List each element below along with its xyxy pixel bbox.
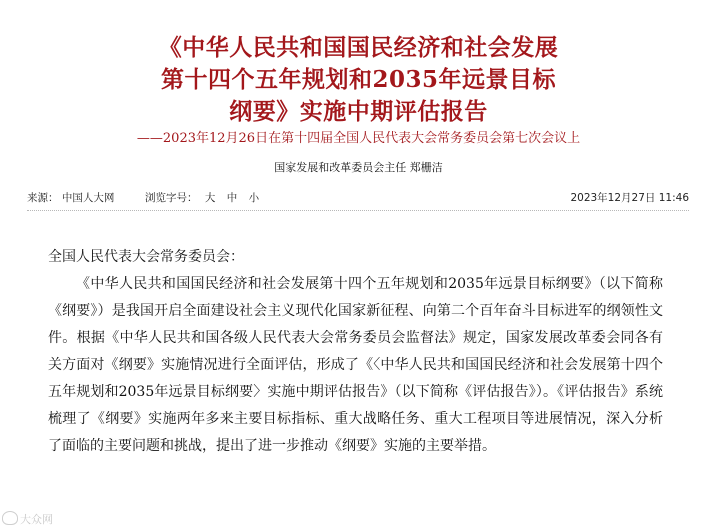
font-size-medium-button[interactable]: 中 [226, 192, 238, 204]
article-title [0, 32, 717, 128]
salutation: 全国人民代表大会常务委员会： [48, 249, 244, 265]
article-body [48, 244, 663, 460]
article-title-line-1: 《中华人民共和国国民经济和社会发展 [158, 34, 559, 61]
watermark [2, 511, 53, 527]
body-paragraph: 《中华人民共和国国民经济和社会发展第十四个五年规划和2035年远景目标纲要》（以下简称《纲要》）是我国开启全面建设社会主义现代化国家新征程、向第二个百年奋斗目标进军的纲领性文件。根据《中华人民共和国各级人民代表大会常务委员会监督法》规定，国家发展改革委会同各有关方面对《纲要》实施情况进行全面评估，形成了《〈中华人民共和国国民经济和社会发展第十四个五年规划和2035年远景目标纲要〉实施中期评估报告》（以下简称《评估报告》）。《评估报告》系统梳理了《纲要》实施两年多来主要目标指标、重大战略任务、重大工程项目等进展情况，深入分析了面临的主要问题和挑战，提出了进一步推动《纲要》实施的主要举措。 [48, 276, 663, 454]
source-value: 中国人大网 [61, 192, 115, 204]
watermark-logo-icon [2, 511, 18, 525]
meta-left [27, 190, 263, 206]
source-label: 来源： [27, 192, 59, 204]
publish-datetime: 2023年12月27日 11:46 [570, 192, 689, 204]
watermark-text: 大众网 [20, 513, 53, 526]
article-title-line-2: 第十四个五年规划和2035年远景目标 [160, 66, 556, 93]
meta-divider [27, 210, 689, 211]
article-title-line-3: 纲要》实施中期评估报告 [229, 98, 488, 125]
article-subtitle: ——2023年12月26日在第十四届全国人民代表大会常务委员会第七次会议上 [136, 131, 581, 146]
font-size-large-button[interactable]: 大 [204, 192, 216, 204]
article-speaker: 国家发展和改革委员会主任 郑栅洁 [274, 161, 443, 174]
font-size-label: 浏览字号： [145, 192, 198, 204]
article-meta-bar [27, 190, 689, 206]
font-size-small-button[interactable]: 小 [248, 192, 260, 204]
